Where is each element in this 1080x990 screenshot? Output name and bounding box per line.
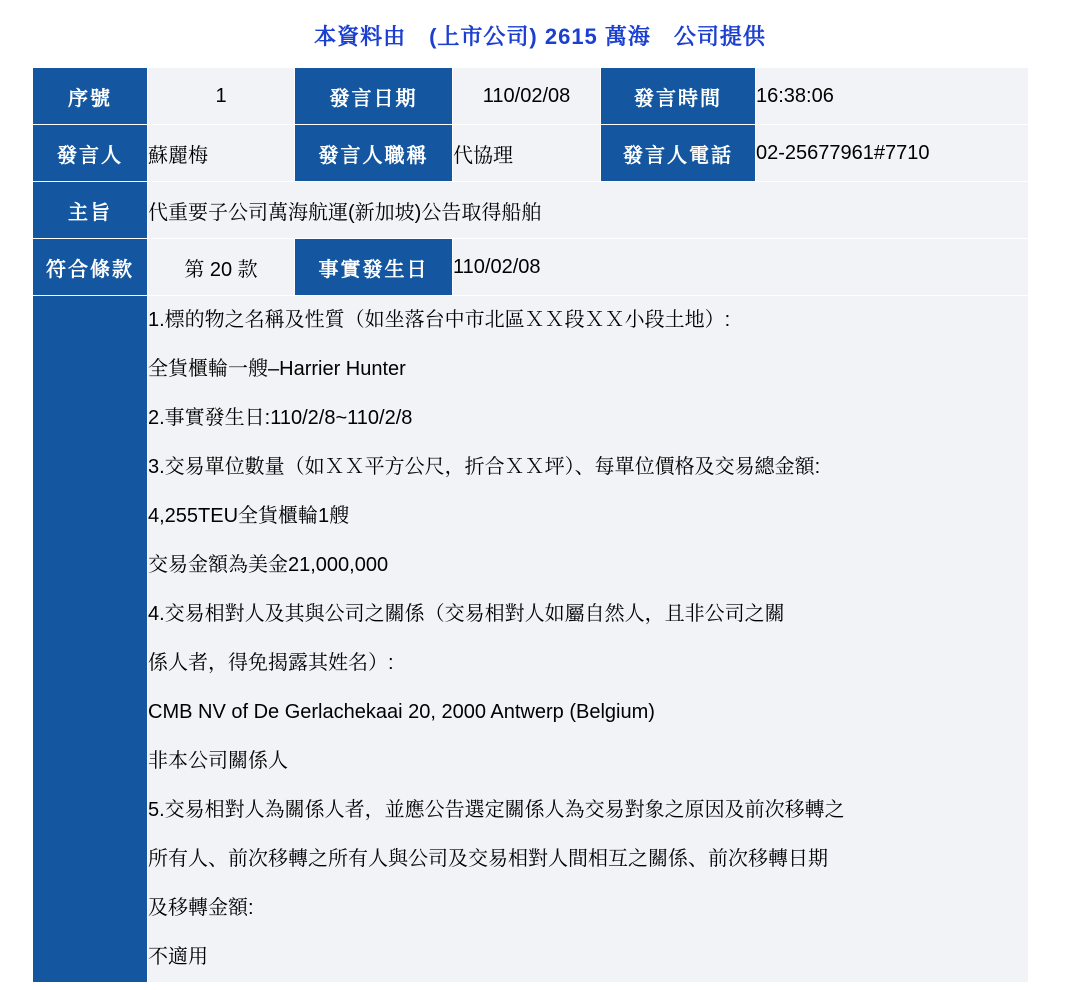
content-line: 及移轉金額: bbox=[148, 897, 254, 919]
speak-time-value: 16:38:06 bbox=[756, 68, 1029, 125]
content-line: 3.交易單位數量（如ＸＸ平方公尺，折合ＸＸ坪）、每單位價格及交易總金額: bbox=[148, 456, 821, 478]
content-line: 1.標的物之名稱及性質（如坐落台中市北區ＸＸ段ＸＸ小段土地）: bbox=[148, 309, 731, 331]
speak-date-label: 發言日期 bbox=[295, 68, 453, 125]
speaker-value: 蘇麗梅 bbox=[148, 125, 295, 182]
content-line: CMB NV of De Gerlachekaai 20, 2000 Antwerp (Belgium) bbox=[148, 701, 655, 723]
seq-value: 1 bbox=[148, 68, 295, 125]
speaker-title-label: 發言人職稱 bbox=[295, 125, 453, 182]
clause-label: 符合條款 bbox=[33, 239, 148, 296]
content-line: 交易金額為美金21,000,000 bbox=[148, 554, 389, 576]
table-row-content bbox=[33, 296, 1029, 983]
content-line: 全貨櫃輪一艘–Harrier Hunter bbox=[148, 358, 406, 380]
table-row bbox=[33, 125, 1029, 182]
content-line: 所有人、前次移轉之所有人與公司及交易相對人間相互之關係、前次移轉日期 bbox=[148, 848, 828, 870]
subject-value: 代重要子公司萬海航運(新加坡)公告取得船舶 bbox=[148, 182, 1029, 239]
subject-label: 主旨 bbox=[33, 182, 148, 239]
content-line: 4.交易相對人及其與公司之關係（交易相對人如屬自然人，且非公司之關 bbox=[148, 603, 785, 625]
content-line: 不適用 bbox=[148, 946, 208, 968]
page-title: 本資料由 (上市公司) 2615 萬海 公司提供 bbox=[314, 24, 766, 49]
fact-date-value: 110/02/08 bbox=[453, 239, 1029, 296]
content-line: 4,255TEU全貨櫃輪1艘 bbox=[148, 505, 350, 527]
speaker-label: 發言人 bbox=[33, 125, 148, 182]
speak-time-label: 發言時間 bbox=[601, 68, 756, 125]
announcement-table bbox=[32, 67, 1029, 983]
speaker-title-value: 代協理 bbox=[453, 125, 601, 182]
seq-label: 序號 bbox=[33, 68, 148, 125]
table-row bbox=[33, 182, 1029, 239]
content-line: 係人者，得免揭露其姓名）: bbox=[148, 652, 394, 674]
fact-date-label: 事實發生日 bbox=[295, 239, 453, 296]
content-sidebar bbox=[33, 296, 148, 983]
speak-date-value: 110/02/08 bbox=[453, 68, 601, 125]
table-row bbox=[33, 239, 1029, 296]
speaker-phone-value: 02-25677961#7710 bbox=[756, 125, 1029, 182]
clause-value: 第 20 款 bbox=[148, 239, 295, 296]
speaker-phone-label: 發言人電話 bbox=[601, 125, 756, 182]
content-line: 2.事實發生日:110/2/8~110/2/8 bbox=[148, 407, 413, 429]
table-row bbox=[33, 68, 1029, 125]
content-body bbox=[148, 296, 1029, 983]
content-line: 5.交易相對人為關係人者，並應公告選定關係人為交易對象之原因及前次移轉之 bbox=[148, 799, 845, 821]
content-line: 非本公司關係人 bbox=[148, 750, 288, 772]
